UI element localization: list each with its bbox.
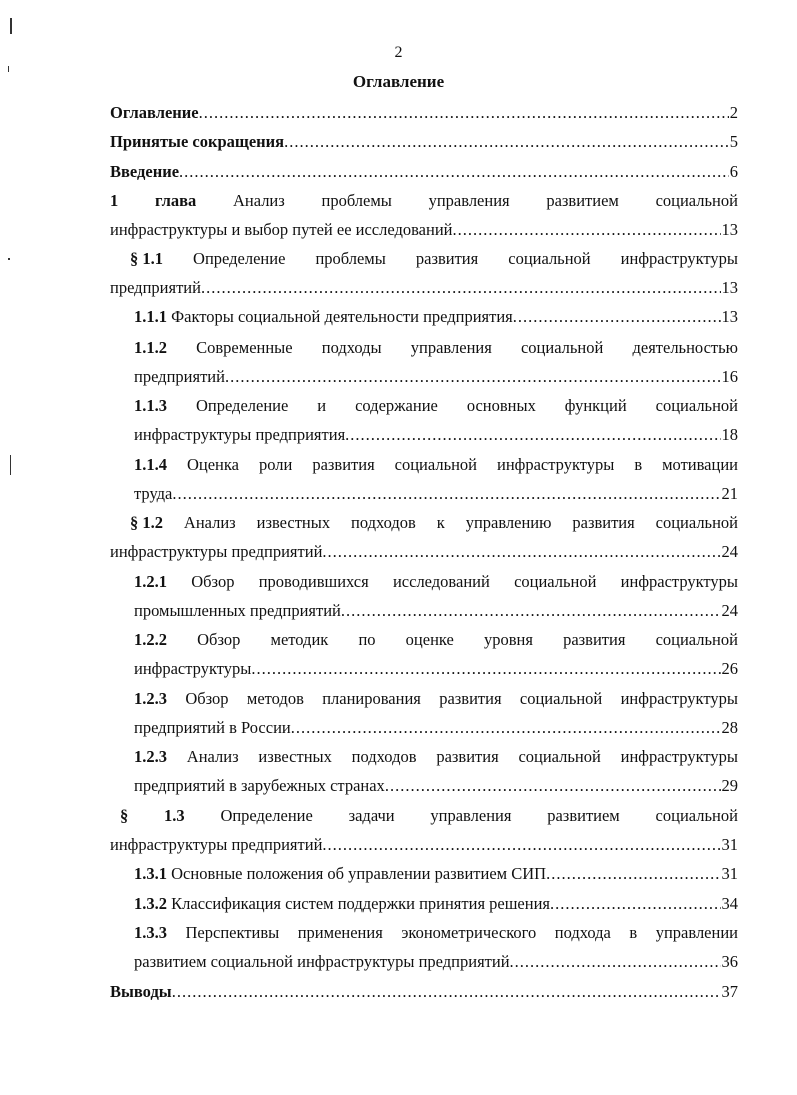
- toc-page: 26: [721, 659, 738, 678]
- toc-label: предприятий в России: [134, 718, 291, 737]
- toc-word: методик: [270, 630, 329, 649]
- toc-page: 2: [729, 103, 738, 122]
- toc-number: 1.1.2: [134, 338, 167, 357]
- toc-word: социальной: [655, 513, 738, 532]
- toc-word: методов: [246, 689, 304, 708]
- toc-number: 1.2.2: [134, 630, 167, 649]
- toc-label: Оглавление: [110, 103, 199, 122]
- toc-label: инфраструктуры предприятий: [110, 835, 323, 854]
- toc-word: Обзор: [185, 689, 229, 708]
- toc-word: инфраструктуры: [620, 689, 738, 708]
- toc-page: 24: [721, 601, 738, 620]
- toc-label: инфраструктуры предприятия: [134, 425, 346, 444]
- toc-entry-section-1-1: [130, 247, 738, 271]
- toc-word: исследований: [392, 572, 490, 591]
- toc-word: управления: [430, 806, 512, 825]
- toc-word: Обзор: [191, 572, 235, 591]
- toc-word: социальной: [655, 630, 738, 649]
- toc-page: 21: [721, 484, 738, 503]
- toc-entry-1-1-3: [134, 394, 738, 418]
- toc-page: 16: [721, 367, 738, 386]
- toc-page: 36: [721, 952, 738, 971]
- toc-word: эконометрического: [401, 923, 537, 942]
- toc-entry-section-1-2-cont: [110, 540, 738, 564]
- toc-page: 31: [721, 864, 738, 883]
- toc-page: 37: [721, 982, 738, 1001]
- toc-entry-introduction: [110, 160, 738, 184]
- toc-entry-1-2-1-cont: [134, 599, 738, 623]
- toc-word: социальной: [655, 806, 738, 825]
- toc-entry-1-2-3-b: [134, 745, 738, 769]
- toc-number: 1.1.1: [134, 307, 167, 326]
- toc-label: Выводы: [110, 982, 172, 1001]
- toc-label: предприятий в зарубежных странах: [134, 776, 385, 795]
- toc-word: к: [436, 513, 445, 532]
- toc-entry-contents: [110, 101, 738, 125]
- toc-number: 1.1.4: [134, 455, 167, 474]
- toc-word: социальной: [520, 338, 604, 357]
- toc-entry-1-2-2: [134, 628, 738, 652]
- toc-word: управлению: [465, 513, 552, 532]
- toc-entry-section-1-1-cont: [110, 276, 738, 300]
- toc-entry-1-1-2-cont: [134, 365, 738, 389]
- toc-word: социальной: [518, 747, 601, 766]
- toc-entry-1-1-3-cont: [134, 423, 738, 447]
- page-number: 2: [394, 44, 403, 61]
- toc-word: управления: [428, 191, 510, 210]
- toc-entry-1-2-3-b-cont: [134, 774, 738, 798]
- toc-word: социальной: [508, 249, 591, 268]
- toc-word: Анализ: [183, 513, 236, 532]
- toc-number: 1.2.1: [134, 572, 167, 591]
- toc-label: Основные положения об управлении развитием СИП: [171, 864, 547, 883]
- toc-word: Перспективы: [185, 923, 280, 942]
- toc-word: подхода: [554, 923, 611, 942]
- toc-page: 6: [729, 162, 738, 181]
- toc-number: §: [120, 806, 129, 825]
- toc-number: 1.1.3: [134, 396, 167, 415]
- toc-entry-1-3-3: [134, 921, 738, 945]
- toc-page: 24: [721, 542, 738, 561]
- toc-word: развитием: [546, 191, 619, 210]
- toc-word: известных: [258, 747, 332, 766]
- toc-label: инфраструктуры предприятий: [110, 542, 323, 561]
- toc-word: проблемы: [315, 249, 386, 268]
- toc-word: социальной: [514, 572, 597, 591]
- toc-page: 18: [721, 425, 738, 444]
- toc-word: деятельностью: [632, 338, 738, 357]
- toc-label: Введение: [110, 162, 180, 181]
- toc-entry-section-1-3-cont: [110, 833, 738, 857]
- toc-word: проблемы: [321, 191, 392, 210]
- page-title: Оглавление: [352, 72, 445, 91]
- toc-word: развития: [415, 249, 479, 268]
- toc-word: применения: [297, 923, 383, 942]
- toc-page: 31: [721, 835, 738, 854]
- toc-word: развития: [563, 630, 626, 649]
- toc-label: труда: [134, 484, 173, 503]
- toc-page: 5: [729, 132, 738, 151]
- toc-label: предприятий: [134, 367, 225, 386]
- toc-word: функций: [564, 396, 627, 415]
- toc-word: подходов: [351, 513, 416, 532]
- toc-page: 13: [721, 220, 738, 239]
- toc-number: 1.2.3: [134, 689, 167, 708]
- toc-label: инфраструктуры: [134, 659, 252, 678]
- toc-word: Определение: [195, 396, 289, 415]
- toc-entry-1-1-1: [134, 305, 738, 329]
- toc-label: предприятий: [110, 278, 201, 297]
- toc-entry-1-2-1: [134, 570, 738, 594]
- toc-word: Оценка: [186, 455, 239, 474]
- toc-word: Анализ: [186, 747, 239, 766]
- toc-entry-1-3-1: [134, 862, 738, 886]
- toc-number: 1: [110, 191, 119, 210]
- toc-number: 1.3.2: [134, 894, 167, 913]
- toc-page: 13: [721, 307, 738, 326]
- toc-number: § 1.1: [130, 249, 163, 268]
- toc-word: инфраструктуры: [620, 572, 738, 591]
- toc-word: развитием: [547, 806, 620, 825]
- toc-entry-section-1-3: [120, 804, 738, 828]
- scan-mark: [8, 258, 10, 260]
- toc-word: социальной: [655, 396, 738, 415]
- toc-number: 1.3: [164, 806, 185, 825]
- toc-label: промышленных предприятий: [134, 601, 341, 620]
- toc-entry-conclusions: [110, 980, 738, 1004]
- toc-word: развития: [439, 689, 502, 708]
- toc-label: инфраструктуры и выбор путей ее исследований: [110, 220, 453, 239]
- toc-page: 13: [721, 278, 738, 297]
- toc-entry-1-2-2-cont: [134, 657, 738, 681]
- toc-label: развитием социальной инфраструктуры предприятий: [134, 952, 510, 971]
- toc-label: Принятые сокращения: [110, 132, 285, 151]
- toc-word: в: [629, 923, 638, 942]
- toc-word: в: [634, 455, 643, 474]
- toc-word: управлении: [655, 923, 738, 942]
- toc-word: и: [317, 396, 327, 415]
- toc-entry-section-1-2: [130, 511, 738, 535]
- toc-label: Классификация систем поддержки принятия решения: [171, 894, 551, 913]
- scan-mark: [10, 455, 11, 475]
- toc-word: инфраструктуры: [497, 455, 615, 474]
- toc-word: Определение: [193, 249, 286, 268]
- toc-entry-chapter-1-cont: [110, 218, 738, 242]
- toc-entry-chapter-1: [110, 189, 738, 213]
- toc-word: Обзор: [197, 630, 241, 649]
- toc-word: задачи: [348, 806, 395, 825]
- toc-word: Анализ: [232, 191, 285, 210]
- toc-word: мотивации: [662, 455, 738, 474]
- scan-mark: [10, 18, 12, 34]
- toc-entry-1-2-3-a: [134, 687, 738, 711]
- toc-word: инфраструктуры: [620, 747, 738, 766]
- toc-word: планирования: [322, 689, 421, 708]
- toc-page: 29: [721, 776, 738, 795]
- toc-page: 34: [721, 894, 738, 913]
- toc-word: развития: [436, 747, 499, 766]
- toc-word: проводившихся: [258, 572, 369, 591]
- toc-number: 1.3.3: [134, 923, 167, 942]
- toc-word: Определение: [220, 806, 313, 825]
- toc-entry-1-2-3-a-cont: [134, 716, 738, 740]
- toc-number: 1.2.3: [134, 747, 167, 766]
- toc-label: Факторы социальной деятельности предприятия: [171, 307, 513, 326]
- toc-word: глава: [154, 191, 197, 210]
- toc-word: содержание: [355, 396, 438, 415]
- toc-word: подходы: [321, 338, 382, 357]
- toc-word: основных: [466, 396, 536, 415]
- toc-word: развития: [312, 455, 375, 474]
- toc-word: социальной: [394, 455, 478, 474]
- toc-entry-1-1-4-cont: [134, 482, 738, 506]
- toc-entry-1-1-2: [134, 336, 738, 360]
- toc-word: оценке: [405, 630, 454, 649]
- toc-word: развития: [572, 513, 635, 532]
- toc-word: по: [358, 630, 376, 649]
- toc-entry-abbreviations: [110, 130, 738, 154]
- toc-word: социальной: [655, 191, 738, 210]
- toc-word: уровня: [483, 630, 533, 649]
- toc-entry-1-3-3-cont: [134, 950, 738, 974]
- toc-word: известных: [256, 513, 331, 532]
- toc-number: § 1.2: [130, 513, 163, 532]
- toc-word: инфраструктуры: [620, 249, 738, 268]
- toc-word: социальной: [519, 689, 603, 708]
- toc-page: 28: [721, 718, 738, 737]
- toc-word: управления: [410, 338, 492, 357]
- toc-word: роли: [258, 455, 293, 474]
- toc-entry-1-3-2: [134, 892, 738, 916]
- toc-word: Современные: [196, 338, 293, 357]
- toc-word: подходов: [351, 747, 417, 766]
- toc-entry-1-1-4: [134, 453, 738, 477]
- toc-number: 1.3.1: [134, 864, 167, 883]
